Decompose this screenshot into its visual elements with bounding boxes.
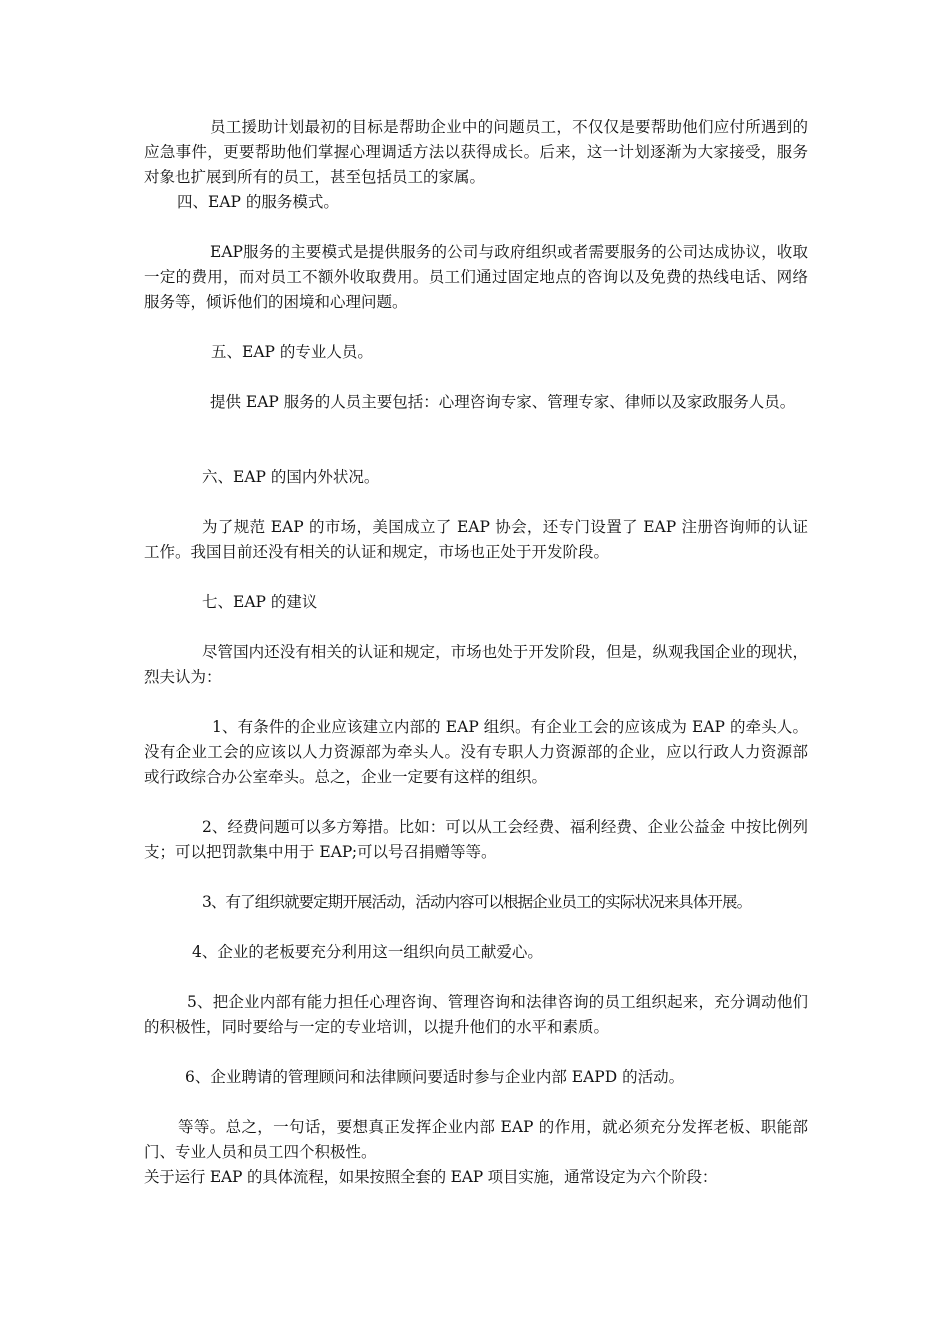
- paragraph-conclusion: 等等。总之，一句话，要想真正发挥企业内部 EAP 的作用，就必须充分发挥老板、职能部门、专业人员和员工四个积极性。: [144, 1118, 808, 1161]
- paragraph-suggestions-intro: 尽管国内还没有相关的认证和规定，市场也处于开发阶段，但是，纵观我国企业的现状，烈夫认为：: [144, 643, 808, 686]
- list-item-6: 6、企业聘请的管理顾问和法律顾问要适时参与企业内部 EAPD 的活动。: [185, 1068, 685, 1086]
- heading-service-model: 四、EAP 的服务模式。: [177, 193, 339, 211]
- paragraph-eap-goal: 员工援助计划最初的目标是帮助企业中的问题员工，不仅仅是要帮助他们应付所遇到的应急事件，更要帮助他们掌握心理调适方法以获得成长。后来，这一计划逐渐为大家接受，服务对象也扩展到所有的员工，甚至包括员工的家属。: [144, 118, 808, 186]
- list-item-1: 1、有条件的企业应该建立内部的 EAP 组织。有企业工会的应该成为 EAP 的牵头人。没有企业工会的应该以人力资源部为牵头人。没有专职人力资源部的企业，应以行政人力资源部或行政综合办公室牵头。总之，企业一定要有这样的组织。: [144, 718, 808, 786]
- paragraph-service-model: EAP服务的主要模式是提供服务的公司与政府组织或者需要服务的公司达成协议，收取一定的费用，而对员工不额外收取费用。员工们通过固定地点的咨询以及免费的热线电话、网络服务等，倾诉他们的困境和心理问题。: [144, 243, 808, 311]
- heading-domestic-foreign-status: 六、EAP 的国内外状况。: [202, 468, 380, 486]
- heading-professional-staff: 五、EAP 的专业人员。: [211, 343, 373, 361]
- list-item-3: 3、有了组织就要定期开展活动，活动内容可以根据企业员工的实际状况来具体开展。: [202, 893, 752, 911]
- list-item-2: 2、经费问题可以多方筹措。比如：可以从工会经费、福利经费、企业公益金 中按比例列支；可以把罚款集中用于 EAP;可以号召捐赠等等。: [144, 818, 808, 861]
- list-item-4: 4、企业的老板要充分利用这一组织向员工献爱心。: [192, 943, 543, 961]
- heading-suggestions: 七、EAP 的建议: [202, 593, 318, 611]
- list-item-5: 5、把企业内部有能力担任心理咨询、管理咨询和法律咨询的员工组织起来，充分调动他们的积极性，同时要给与一定的专业培训，以提升他们的水平和素质。: [144, 993, 808, 1036]
- paragraph-professional-staff: 提供 EAP 服务的人员主要包括：心理咨询专家、管理专家、律师以及家政服务人员。: [210, 393, 796, 411]
- paragraph-process-intro: 关于运行 EAP 的具体流程，如果按照全套的 EAP 项目实施，通常设定为六个阶段：: [144, 1168, 718, 1186]
- paragraph-domestic-foreign-status: 为了规范 EAP 的市场，美国成立了 EAP 协会，还专门设置了 EAP 注册咨询师的认证工作。我国目前还没有相关的认证和规定，市场也正处于开发阶段。: [144, 518, 808, 561]
